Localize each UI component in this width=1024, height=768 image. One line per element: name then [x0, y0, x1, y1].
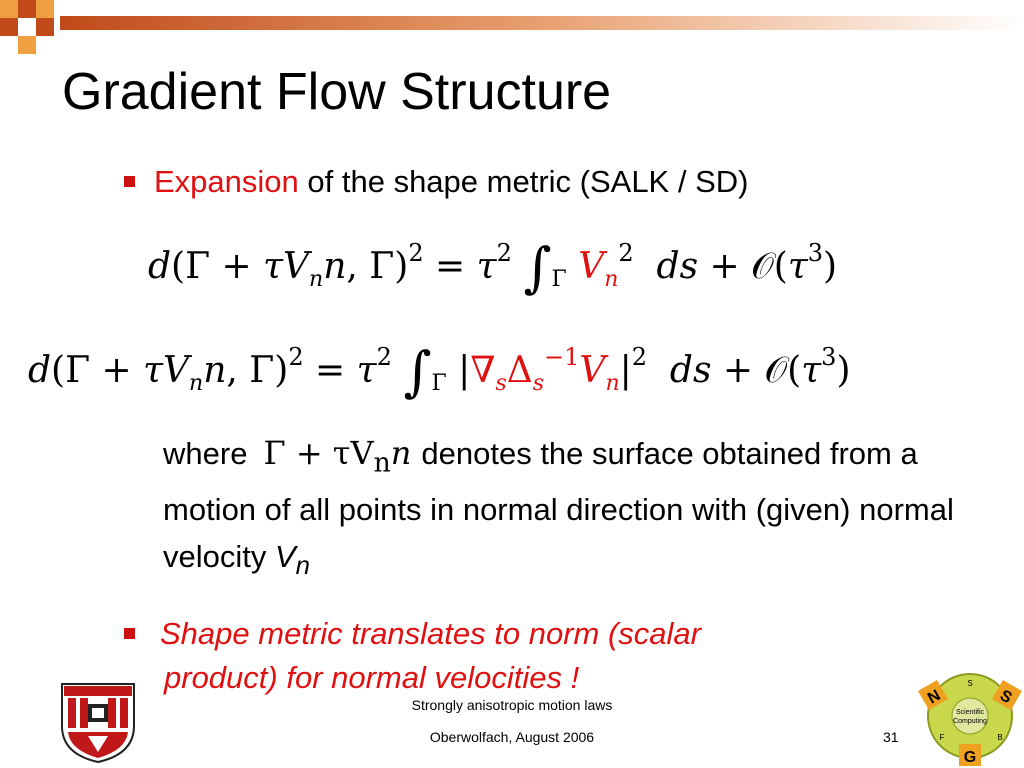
logo-center-line1: Scientific: [955, 709, 985, 716]
university-crest-icon: [58, 680, 138, 764]
para-math: $\Gamma + \tau V_nn$: [263, 434, 412, 479]
bullet2-line1: Shape metric translates to norm (scalar: [160, 616, 701, 651]
equation-1: $d(\Gamma + \tau V_nn$, $\Gamma)^2 = \tau^2$ $\int_\Gamma$ $V_n^2$ ds + $𝒪(\tau^3)$: [148, 236, 838, 299]
scientific-computing-logo-icon: [912, 668, 1022, 768]
logo-b: B: [997, 733, 1003, 742]
slide-title: Gradient Flow Structure: [62, 63, 612, 121]
logo-n: N: [924, 686, 944, 708]
footer-venue: Oberwolfach, August 2006: [429, 729, 595, 745]
bullet-emphasis: Expansion: [154, 164, 299, 199]
bullet2-line2: product) for normal velocities !: [164, 660, 580, 695]
equation-2: $d(\Gamma + \tau V_nn$, $\Gamma)^2 = \tau^2$ $\int_\Gamma$ $|\nabla_s\Delta_s^{-1}V_n|^2$ ds + $𝒪(\tau^3)$: [28, 340, 851, 403]
bullet-text: of the shape metric (SALK / SD): [298, 164, 749, 199]
bullet-square-icon: [124, 176, 135, 187]
header-decoration: [0, 0, 1024, 60]
logo-g: G: [963, 749, 977, 766]
bullet-shape-metric: [124, 614, 701, 695]
logo-s: S: [996, 687, 1015, 708]
logo-center-line2: Computing: [953, 718, 987, 725]
para-where: where: [163, 436, 248, 471]
footer-page-number: 31: [883, 729, 899, 745]
bullet-expansion: [124, 162, 748, 202]
para-text: denotes the surface obtained from a motion of all points in normal direction with (given) normal velocity: [163, 436, 954, 575]
footer-subtitle: Strongly anisotropic motion laws: [411, 697, 613, 713]
para-velocity: V: [274, 539, 296, 575]
logo-small-s: S: [967, 679, 973, 688]
bullet-square-icon: [124, 628, 135, 639]
explanation-paragraph: where $\Gamma + \tau V_nn$ denotes the surface obtained from a motion of all points in normal direction with (given) normal velocity $V_n$: [163, 434, 954, 581]
logo-f: F: [939, 733, 945, 742]
